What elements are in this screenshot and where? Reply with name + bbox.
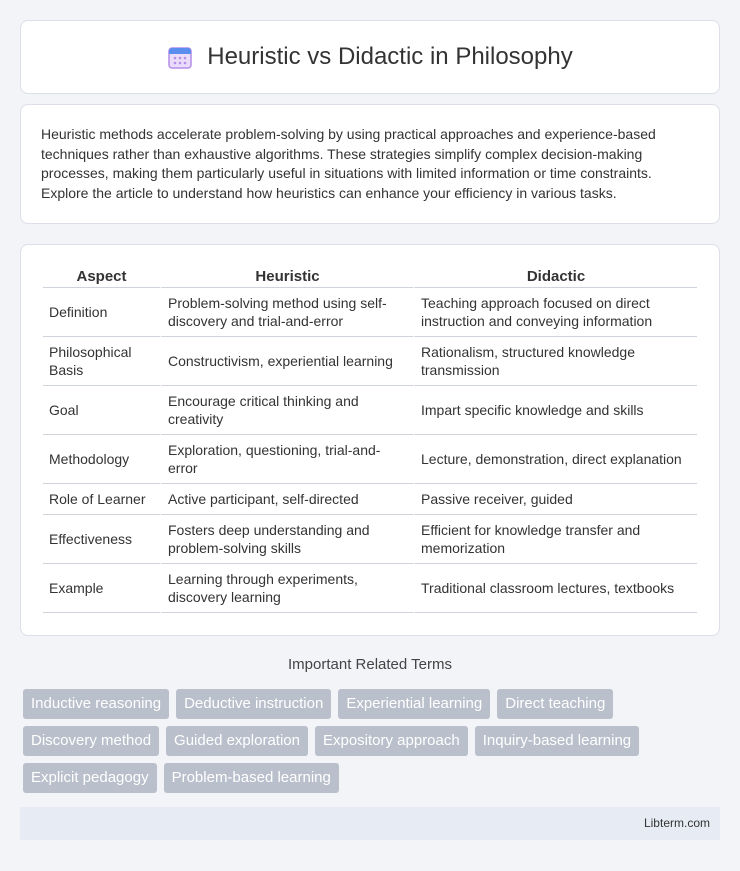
table-row	[43, 386, 697, 435]
cell-aspect: Definition	[43, 288, 160, 337]
related-term-tag[interactable]: Explicit pedagogy	[23, 763, 157, 793]
related-terms-title: Important Related Terms	[288, 656, 452, 673]
table-row	[43, 288, 697, 337]
related-term-tag[interactable]: Guided exploration	[166, 726, 308, 756]
intro-paragraph: Heuristic methods accelerate problem-solving by using practical approaches and experience-based techniques rather than exhaustive algorithms. These strategies simplify complex decision-making processes, making them particularly useful in situations with limited information or time constraints. Explore the article to understand how heuristics can enhance your efficiency in various tasks.	[41, 126, 656, 201]
footer	[20, 807, 720, 840]
related-term-tag[interactable]: Direct teaching	[497, 689, 613, 719]
table-row	[43, 484, 697, 515]
related-term-tag[interactable]: Discovery method	[23, 726, 159, 756]
page-title: Heuristic vs Didactic in Philosophy	[207, 43, 573, 70]
header-didactic: Didactic	[413, 265, 697, 288]
related-term-tag[interactable]: Inquiry-based learning	[475, 726, 639, 756]
cell-didactic: Rationalism, structured knowledge transmission	[413, 337, 697, 386]
cell-heuristic: Active participant, self-directed	[160, 484, 413, 515]
cell-aspect: Philosophical Basis	[43, 337, 160, 386]
cell-heuristic: Fosters deep understanding and problem-solving skills	[160, 515, 413, 564]
related-terms-list	[23, 689, 703, 793]
cell-didactic: Teaching approach focused on direct instruction and conveying information	[413, 288, 697, 337]
related-term-tag[interactable]: Experiential learning	[338, 689, 490, 719]
related-term-tag[interactable]: Deductive instruction	[176, 689, 331, 719]
header-aspect: Aspect	[43, 265, 160, 288]
table-row	[43, 564, 697, 613]
related-term-tag[interactable]: Inductive reasoning	[23, 689, 169, 719]
calendar-icon	[167, 44, 193, 70]
cell-aspect: Goal	[43, 386, 160, 435]
cell-didactic: Passive receiver, guided	[413, 484, 697, 515]
cell-aspect: Effectiveness	[43, 515, 160, 564]
intro-card	[20, 104, 720, 224]
cell-heuristic: Learning through experiments, discovery learning	[160, 564, 413, 613]
cell-aspect: Role of Learner	[43, 484, 160, 515]
cell-heuristic: Exploration, questioning, trial-and-error	[160, 435, 413, 484]
cell-heuristic: Problem-solving method using self-discovery and trial-and-error	[160, 288, 413, 337]
table-row	[43, 337, 697, 386]
header-heuristic: Heuristic	[160, 265, 413, 288]
related-term-tag[interactable]: Problem-based learning	[164, 763, 339, 793]
table-row	[43, 515, 697, 564]
cell-aspect: Example	[43, 564, 160, 613]
table-header-row	[43, 265, 697, 288]
related-term-tag[interactable]: Expository approach	[315, 726, 468, 756]
footer-site-link[interactable]: Libterm.com	[643, 816, 710, 830]
cell-didactic: Impart specific knowledge and skills	[413, 386, 697, 435]
cell-aspect: Methodology	[43, 435, 160, 484]
cell-heuristic: Encourage critical thinking and creativity	[160, 386, 413, 435]
title-card	[20, 20, 720, 94]
comparison-card	[20, 244, 720, 636]
table-row	[43, 435, 697, 484]
cell-heuristic: Constructivism, experiential learning	[160, 337, 413, 386]
cell-didactic: Efficient for knowledge transfer and memorization	[413, 515, 697, 564]
comparison-table	[43, 265, 697, 613]
cell-didactic: Traditional classroom lectures, textbooks	[413, 564, 697, 613]
cell-didactic: Lecture, demonstration, direct explanation	[413, 435, 697, 484]
